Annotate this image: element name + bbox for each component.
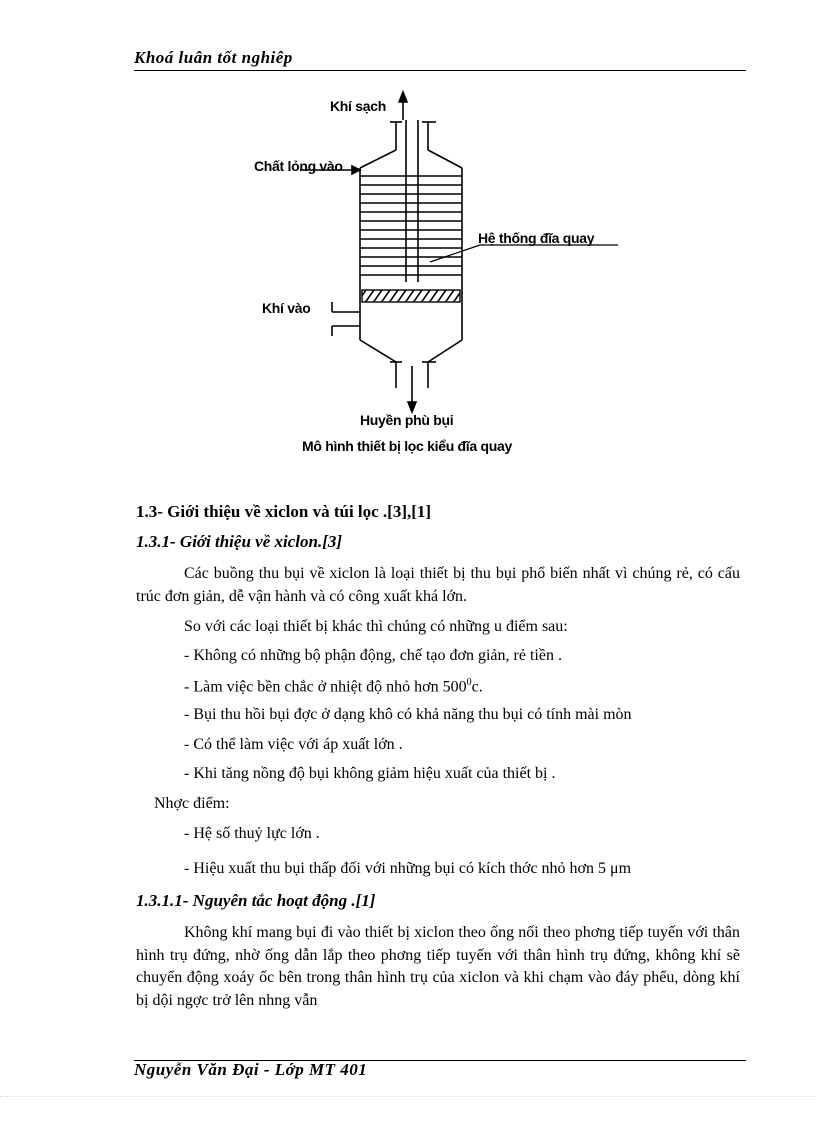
advantage-text: - Làm việc bền chắc ở nhiệt độ nhỏ hơn 500 [184, 678, 467, 696]
section-1-3-1-1-title: 1.3.1.1- Nguyên tắc hoạt động .[1] [136, 891, 376, 910]
disadvantage-item: - Hiệu xuất thu bụi thấp đối với những bụi có kích thớc nhỏ hơn 5 μm [184, 860, 632, 877]
principle-paragraph: Không khí mang bụi đi vào thiết bị xiclon theo ống nối theo phơng tiếp tuyến với thân hình trụ đứng, nhờ ống dẫn lắp theo phơng tiếp tuyến với thân hình trụ đứng, không khí sẽ chuyển động xoáy ốc bên trong thân hình trụ của xiclon và khi chạm vào đáy phểu, dòng khí bị dội ngợc trở lên nhng vẫn [136, 924, 740, 1009]
intro-paragraph: Các buồng thu bụi về xiclon là loại thiết bị thu bụi phổ biến nhất vì chúng rẻ, có cấu trúc đơn giản, dễ vận hành và có công xuất khá lớn. [136, 565, 740, 605]
page-footer: Nguyễn Văn Đại - Lớp MT 401 [134, 1060, 368, 1079]
label-disk-system: Hệ thống đĩa quay [478, 230, 595, 246]
section-1-3-1-title: 1.3.1- Giới thiệu về xiclon.[3] [136, 532, 343, 551]
rotating-disk-filter-diagram [240, 90, 640, 420]
label-clean-gas: Khí sạch [330, 98, 386, 114]
advantage-item: - Không có những bộ phận động, chế tạo đơn giản, rẻ tiền . [184, 647, 562, 664]
advantage-item: - Bụi thu hồi bụi đợc ở dạng khô có khả năng thu bụi có tính mài mòn [184, 706, 632, 723]
advantage-item: - Khi tăng nồng độ bụi không giảm hiệu xuất của thiết bị . [184, 765, 556, 782]
support-grid [362, 290, 460, 302]
disadvantages-intro: Nhợc điểm: [154, 795, 230, 812]
header-divider [134, 70, 746, 71]
label-gas-in: Khí vào [262, 300, 311, 316]
advantage-item [184, 677, 483, 696]
rotating-disks [360, 176, 462, 275]
disadvantage-item: - Hệ số thuỷ lực lớn . [184, 825, 320, 842]
superscript: 0 [466, 677, 472, 688]
advantage-item: - Có thể làm việc với áp xuất lớn . [184, 736, 403, 753]
label-liquid-in: Chất lỏng vào [254, 158, 343, 174]
advantage-unit: c. [471, 678, 483, 696]
diagram-caption: Mô hình thiết bị lọc kiểu đĩa quay [302, 438, 512, 454]
section-1-3-title: 1.3- Giới thiệu về xiclon và túi lọc .[3],[1] [136, 502, 432, 521]
vessel-outline [332, 120, 462, 388]
advantages-intro: So với các loại thiết bị khác thì chúng có những u điểm sau: [184, 618, 568, 635]
page-bottom-edge [0, 1096, 816, 1097]
label-dust-suspension: Huyền phù bụi [360, 412, 454, 428]
page-header: Khoá luân tốt nghiêp [134, 48, 293, 67]
